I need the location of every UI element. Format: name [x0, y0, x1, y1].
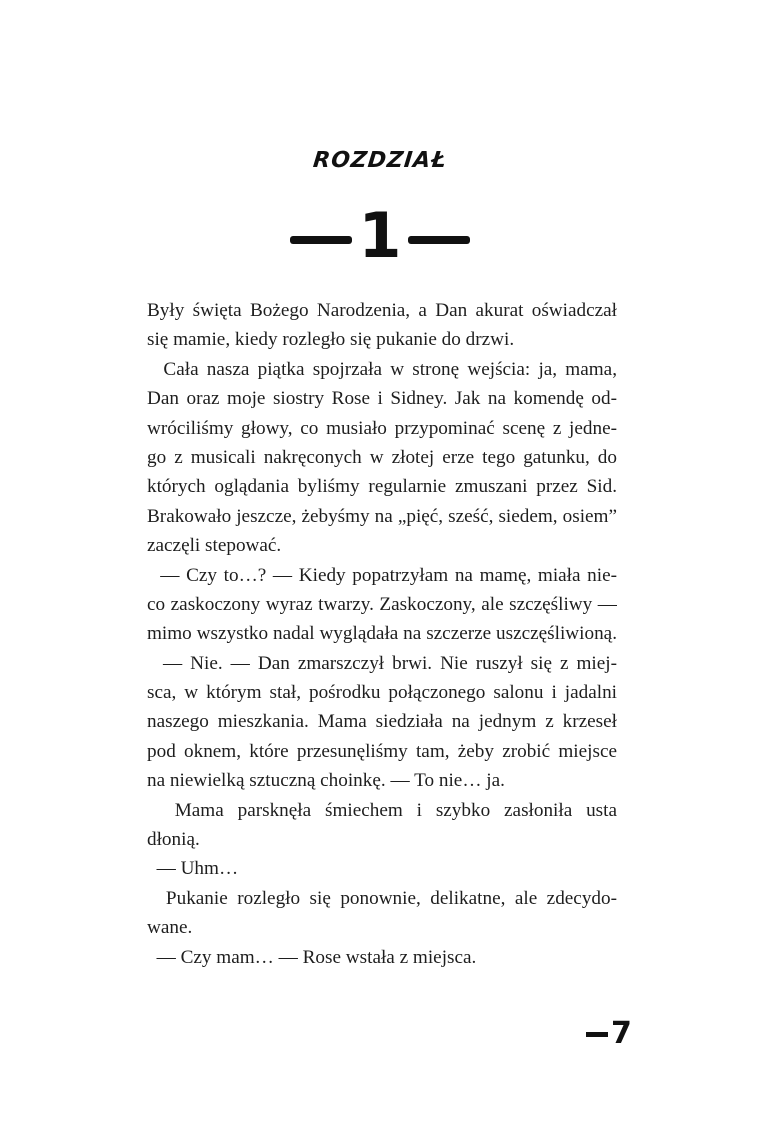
- text-line: Brakowało jeszcze, żebyśmy na „pięć, sześć, siedem, osiem”: [147, 505, 617, 527]
- chapter-number: 1: [358, 199, 402, 272]
- text-line: wróciliśmy głowy, co musiało przypominać scenę z jedne-: [147, 417, 617, 439]
- page-number-value: 7: [611, 1016, 632, 1051]
- text-line: sca, w którym stał, pośrodku połączonego salonu i jadalni: [147, 682, 617, 704]
- text-line: których oglądania byliśmy regularnie zmuszani przez Sid.: [147, 476, 617, 498]
- body-text: [147, 296, 617, 972]
- dash-left: [290, 236, 352, 244]
- text-line: Pukanie rozległo się ponownie, delikatne, ale zdecydo-: [147, 887, 617, 909]
- text-line: na niewielką sztuczną choinkę. — To nie… ja.: [147, 770, 505, 792]
- chapter-number-heading: [0, 196, 760, 276]
- text-line: zaczęli stepować.: [147, 535, 282, 557]
- text-line: Były święta Bożego Narodzenia, a Dan akurat oświadczał: [147, 300, 617, 321]
- dash-right: [408, 236, 470, 244]
- text-line: mimo wszystko nadal wyglądała na szczerze uszczęśliwioną.: [147, 623, 617, 645]
- text-line: Dan oraz moje siostry Rose i Sidney. Jak na komendę od-: [147, 388, 617, 410]
- text-line: Cała nasza piątka spojrzała w stronę wejścia: ja, mama,: [147, 358, 617, 380]
- text-line: Mama parsknęła śmiechem i szybko zasłoniła usta: [147, 799, 617, 821]
- text-line: — Czy to…? — Kiedy popatrzyłam na mamę, miała nie-: [147, 564, 617, 586]
- text-line: — Nie. — Dan zmarszczył brwi. Nie ruszył się z miej-: [147, 652, 617, 674]
- page-number-dash: [586, 1032, 608, 1037]
- text-line: co zaskoczony wyraz twarzy. Zaskoczony, ale szczęśliwy —: [147, 593, 617, 615]
- text-line: go z musicali nakręconych w złotej erze tego gatunku, do: [147, 446, 617, 468]
- text-line: dłonią.: [147, 829, 200, 851]
- text-line: pod oknem, które przesunęliśmy tam, żeby zrobić miejsce: [147, 740, 617, 762]
- text-line: — Czy mam… — Rose wstała z miejsca.: [147, 946, 477, 968]
- text-line: się mamie, kiedy rozległo się pukanie do drzwi.: [147, 329, 515, 351]
- chapter-label: ROZDZIAŁ: [311, 148, 449, 173]
- text-line: — Uhm…: [147, 858, 239, 880]
- text-line: wane.: [147, 917, 193, 939]
- text-line: naszego mieszkania. Mama siedziała na jednym z krzeseł: [147, 711, 617, 733]
- page-number: [586, 1016, 632, 1051]
